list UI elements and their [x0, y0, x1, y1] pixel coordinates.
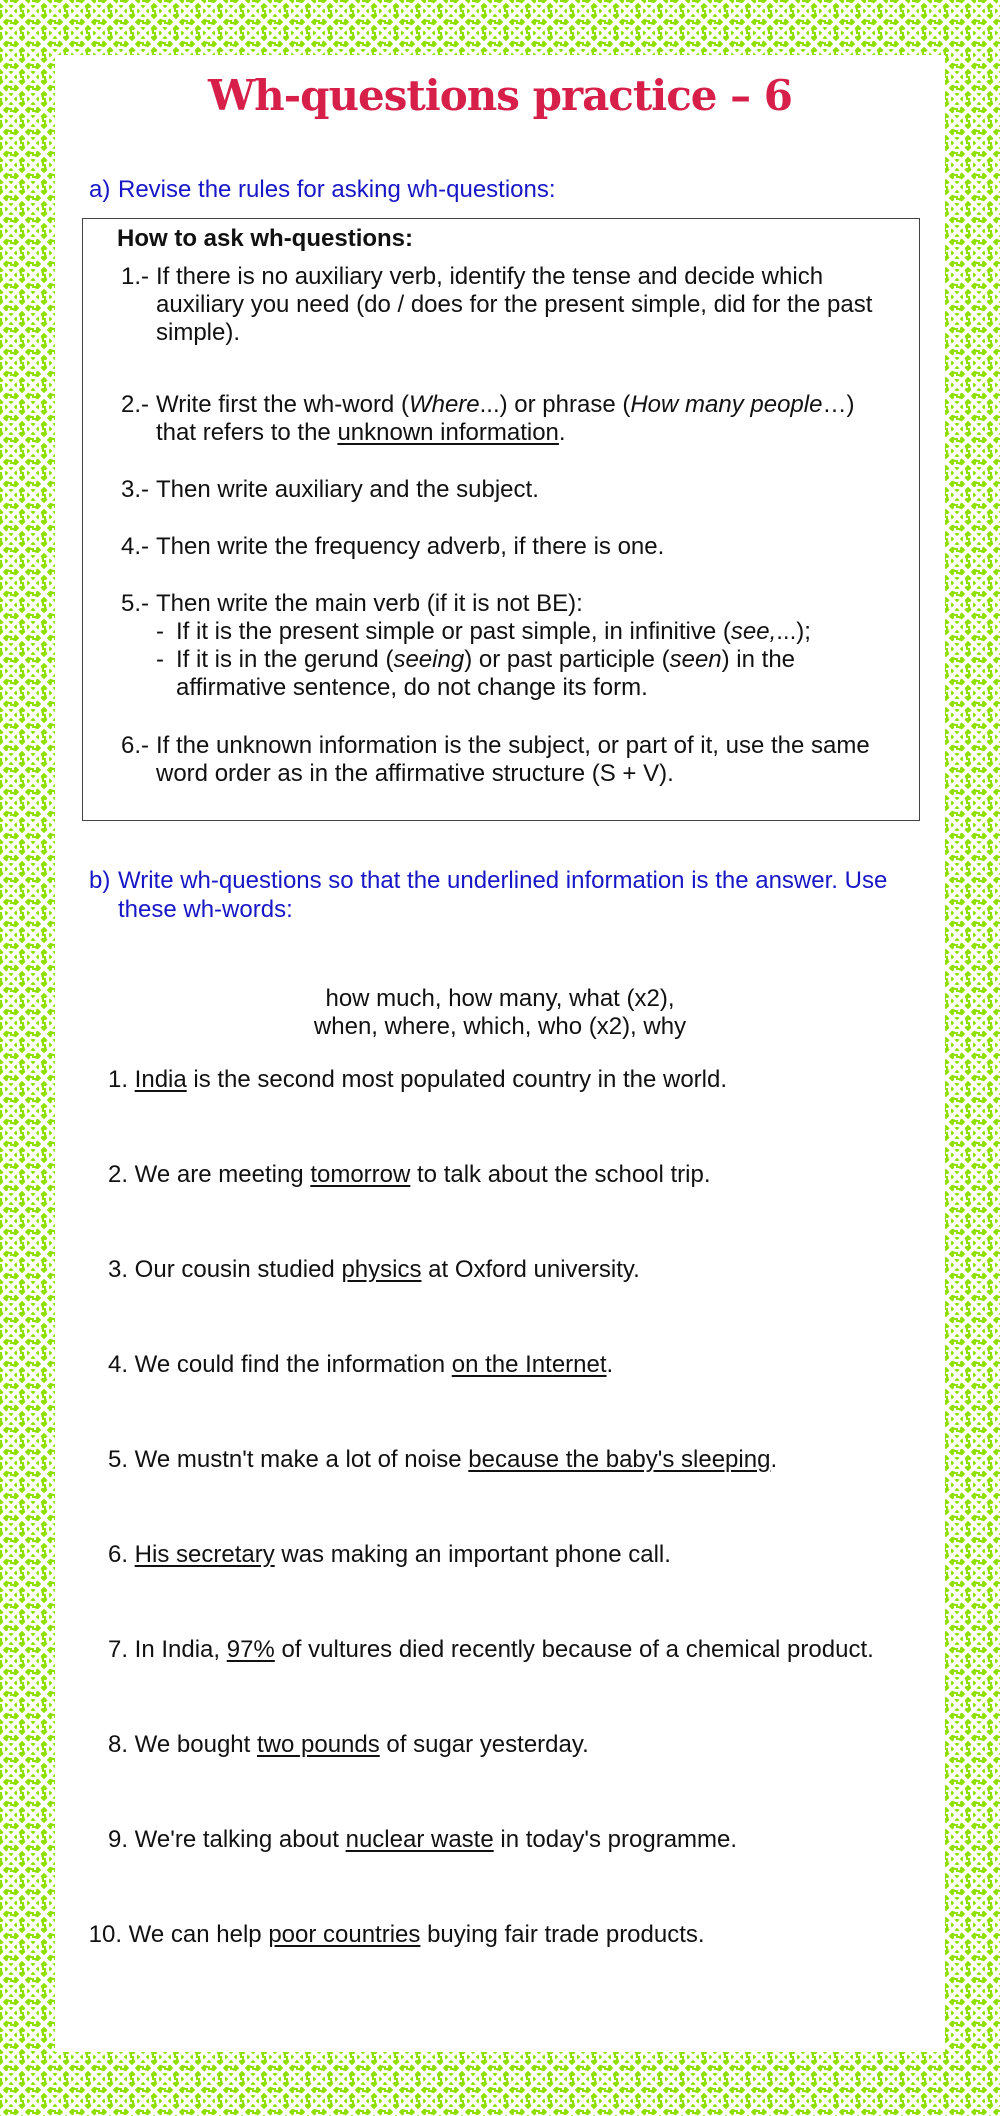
- rule-6: [121, 732, 901, 788]
- word-bank-line-2: when, where, which, who (x2), why: [313, 1013, 687, 1040]
- rule-2: [121, 391, 901, 447]
- rule-number: 2.-: [121, 391, 150, 418]
- exercise-4: 4. We could find the information on the Internet.: [107, 1351, 614, 1378]
- underlined-answer: two pounds: [256, 1731, 380, 1758]
- underlined-answer: His secretary: [134, 1541, 275, 1568]
- exercise-3: 3. Our cousin studied physics at Oxford university.: [107, 1256, 640, 1283]
- rule-number: 4.-: [121, 533, 150, 560]
- exercise-6: 6. His secretary was making an important phone call.: [107, 1541, 671, 1568]
- rule-5: [121, 590, 901, 702]
- exercise-7: 7. In India, 97% of vultures died recently because of a chemical product.: [107, 1636, 874, 1663]
- rule-5-subpoint-2: - If it is in the gerund (seeing) or past participle (seen) in the affirmative sentence, do not change its form.: [156, 646, 796, 701]
- exercise-10: 10. We can help poor countries buying fair trade products.: [88, 1921, 705, 1948]
- rule-number: 1.-: [121, 263, 150, 290]
- word-bank: [55, 985, 945, 1041]
- exercise-8: 8. We bought two pounds of sugar yesterday.: [107, 1731, 589, 1758]
- rule-text: If there is no auxiliary verb, identify the tense and decide which auxiliary you need (do / does for the present simple, did for the past simple).: [156, 263, 873, 346]
- rule-number: 6.-: [121, 732, 150, 759]
- underlined-answer: on the Internet: [451, 1351, 607, 1378]
- word-bank-line-1: how much, how many, what (x2),: [325, 985, 675, 1012]
- rule-1: [121, 263, 901, 347]
- exercise-9: 9. We're talking about nuclear waste in today's programme.: [107, 1826, 738, 1853]
- rule-text: Write first the wh-word (Where...) or phrase (How many people…) that refers to the unknown information.: [156, 391, 855, 446]
- exercise-1: 1. India is the second most populated country in the world.: [107, 1066, 728, 1093]
- rules-title: How to ask wh-questions:: [117, 225, 414, 252]
- underlined-answer: physics: [341, 1256, 422, 1283]
- section-a-text: Revise the rules for asking wh-questions:: [118, 176, 556, 203]
- section-a-heading: [89, 175, 908, 204]
- rule-number: 5.-: [121, 590, 150, 617]
- rule-5-subpoint-1: - If it is the present simple or past simple, in infinitive (see,...);: [156, 618, 811, 645]
- underlined-answer: 97%: [226, 1636, 275, 1663]
- exercise-5: 5. We mustn't make a lot of noise because the baby's sleeping.: [107, 1446, 778, 1473]
- rule-text: If the unknown information is the subject, or part of it, use the same word order as in the affirmative structure (S + V).: [156, 732, 870, 787]
- rule-text: Then write the main verb (if it is not BE):: [156, 590, 583, 617]
- underlined-answer: India: [134, 1066, 187, 1093]
- rule-text: Then write auxiliary and the subject.: [156, 476, 539, 503]
- rule-3: [121, 476, 901, 504]
- worksheet-page: [55, 55, 945, 2052]
- underlined-answer: because the baby's sleeping: [468, 1446, 771, 1473]
- rules-box: [82, 218, 920, 821]
- rule-text: Then write the frequency adverb, if there is one.: [156, 533, 665, 560]
- rule-number: 3.-: [121, 476, 150, 503]
- section-b-text: Write wh-questions so that the underlined information is the answer. Use these wh-words:: [118, 867, 888, 923]
- rule-4: [121, 533, 901, 561]
- underlined-answer: tomorrow: [310, 1161, 411, 1188]
- exercise-2: 2. We are meeting tomorrow to talk about the school trip.: [107, 1161, 711, 1188]
- section-b-label: b): [89, 867, 111, 894]
- section-a-label: a): [89, 176, 111, 203]
- underlined-answer: nuclear waste: [345, 1826, 494, 1853]
- underlined-phrase: unknown information: [337, 419, 559, 446]
- section-b-heading: [89, 866, 908, 924]
- page-title: Wh-questions practice – 6: [208, 71, 792, 120]
- underlined-answer: poor countries: [268, 1921, 421, 1948]
